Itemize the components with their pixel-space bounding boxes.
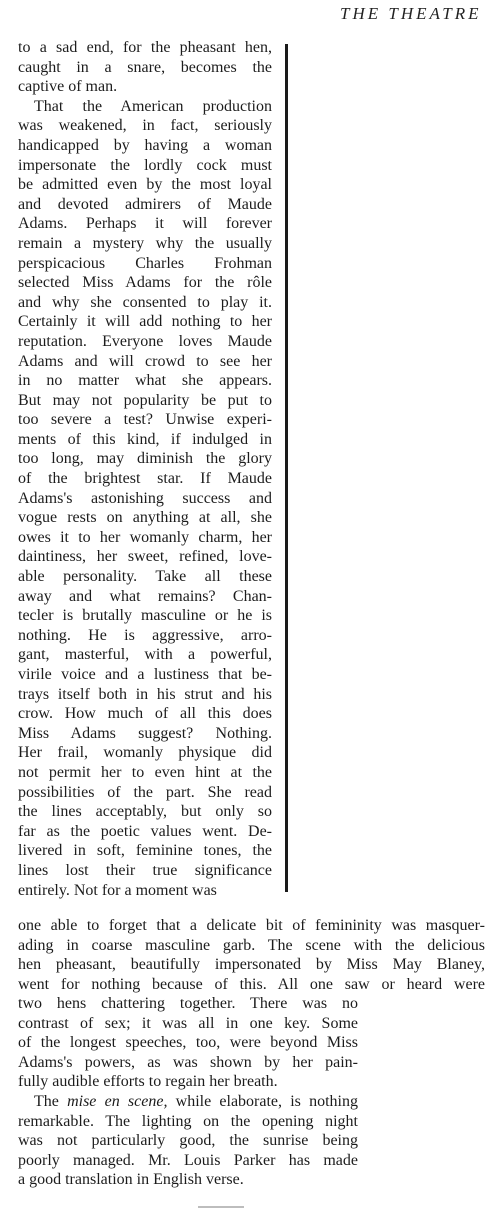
text-line: ading in coarse masculine garb. The scene with the delicious — [18, 936, 485, 954]
article-column-medium — [18, 994, 358, 1190]
text-line: entirely. Not for a moment was — [18, 881, 217, 899]
text-line: caught in a snare, becomes the — [18, 58, 272, 76]
text-line: daintiness, her sweet, refined, love- — [18, 548, 272, 566]
text-line: far as the poetic values went. De- — [18, 822, 272, 840]
text-line: nothing. He is aggressive, arro- — [18, 626, 272, 644]
text-line: trays itself both in his strut and his — [18, 685, 272, 703]
text-line: ments of this kind, if indulged in — [18, 430, 272, 448]
text-line: a good translation in English verse. — [18, 1171, 244, 1189]
text-line: perspicacious Charles Frohman — [18, 254, 272, 272]
text-line: Adams. Perhaps it will forever — [18, 215, 272, 233]
text-line: of the brightest star. If Maude — [18, 470, 272, 488]
text-line: was not particularly good, the sunrise being — [18, 1132, 358, 1150]
text-line: handicapped by having a woman — [18, 136, 272, 154]
article-column-narrow — [18, 38, 272, 900]
text-line: went for nothing because of this. All one saw or heard were — [18, 975, 485, 993]
text-line: Adams's astonishing success and — [18, 489, 272, 507]
text-line: remarkable. The lighting on the opening night — [18, 1112, 358, 1130]
text-line: Her frail, womanly physique did — [18, 744, 272, 762]
text-line: virile voice and a lustiness that be- — [18, 666, 272, 683]
text-line: too severe a test? Unwise experi- — [18, 411, 272, 429]
text-line: one able to forget that a delicate bit of femininity was masquer- — [18, 917, 485, 934]
text-line: poorly managed. Mr. Louis Parker has made — [18, 1151, 358, 1169]
text-line: owes it to her womanly charm, her — [18, 528, 272, 546]
text-line: gant, masterful, with a powerful, — [18, 646, 272, 664]
text-line: too long, may diminish the glory — [18, 450, 272, 468]
text-line: livered in soft, feminine tones, the — [18, 842, 272, 860]
text-line: Certainly it will add nothing to her — [18, 313, 272, 331]
text-line: of the longest speeches, too, were beyond Miss — [18, 1034, 358, 1052]
column-rule — [285, 44, 288, 892]
text-line: crow. How much of all this does — [18, 705, 272, 723]
text-line: impersonate the lordly cock must — [18, 156, 272, 174]
text-line — [18, 1092, 358, 1112]
text-run: The — [34, 1092, 68, 1110]
text-line: lines lost their true significance — [18, 861, 272, 879]
text-line: and devoted admirers of Maude — [18, 195, 272, 213]
text-line: captive of man. — [18, 78, 118, 96]
text-line: was weakened, in fact, seriously — [18, 117, 272, 135]
running-head: THE THEATRE — [340, 4, 482, 23]
text-line: Miss Adams suggest? Nothing. — [18, 724, 272, 742]
text-run: while elaborate, is nothing — [167, 1092, 358, 1110]
text-line: contrast of sex; it was all in one key. Some — [18, 1014, 358, 1032]
text-line: two hens chattering together. There was no — [18, 995, 358, 1012]
text-line: But may not popularity be put to — [18, 391, 272, 409]
italic-phrase: mise en scene, — [67, 1092, 168, 1110]
text-line: to a sad end, for the pheasant hen, — [18, 39, 272, 56]
text-line: hen pheasant, beautifully impersonated by Miss May Blaney, — [18, 956, 485, 974]
text-line: in no matter what she appears. — [18, 372, 272, 390]
text-line: be admitted even by the most loyal — [18, 176, 272, 194]
text-line: selected Miss Adams for the rôle — [18, 274, 272, 292]
text-line: not permit her to even hint at the — [18, 763, 272, 781]
text-line: and why she consented to play it. — [18, 293, 272, 311]
text-line: Adams and will crowd to see her — [18, 352, 272, 370]
text-line: remain a mystery why the usually — [18, 234, 272, 252]
text-line: able personality. Take all these — [18, 568, 272, 586]
text-line: vogue rests on anything at all, she — [18, 509, 272, 527]
footer-mark — [198, 1206, 244, 1208]
text-line: Adams's powers, as was shown by her pain- — [18, 1053, 358, 1071]
text-line: tecler is brutally masculine or he is — [18, 607, 272, 625]
article-column-wide — [18, 916, 485, 994]
text-line: away and what remains? Chan- — [18, 587, 272, 605]
text-line: reputation. Everyone loves Maude — [18, 332, 272, 350]
text-line: the lines acceptably, but only so — [18, 803, 272, 821]
text-line: That the American production — [34, 97, 272, 115]
text-line: possibilities of the part. She read — [18, 783, 272, 801]
text-line: fully audible efforts to regain her breath. — [18, 1073, 278, 1091]
